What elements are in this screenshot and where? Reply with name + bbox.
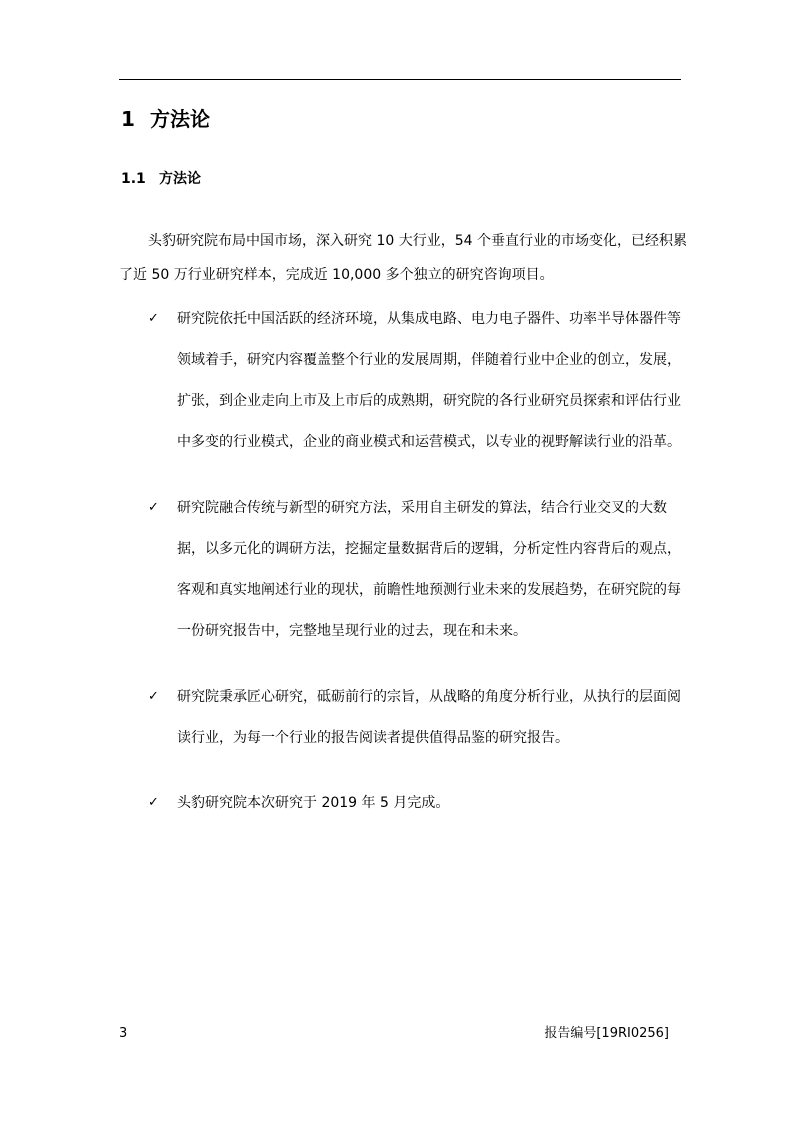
bullet-text: 研究院依托中国活跃的经济环境，从集成电路、电力电子器件、功率半导体器件等领域着手，研究内容覆盖整个行业的发展周期，伴随着行业中企业的创立，发展，扩张，到企业走向上市及上市后的成熟期，研究院的各行业研究员探索和评估行业中多变的行业模式，企业的商业模式和运营模式，以专业的视野解读行业的沿革。 bbox=[177, 311, 681, 450]
check-icon: ✓ bbox=[148, 500, 159, 515]
bullet-text: 头豹研究院本次研究于 2019 年 5 月完成。 bbox=[177, 795, 450, 811]
section-title: 方法论 bbox=[150, 107, 210, 131]
subsection-title: 方法论 bbox=[159, 171, 201, 187]
check-icon: ✓ bbox=[148, 311, 159, 326]
page-number: 3 bbox=[119, 1026, 128, 1041]
bullet-text: 研究院融合传统与新型的研究方法，采用自主研发的算法，结合行业交叉的大数据，以多元化的调研方法，挖掘定量数据背后的逻辑，分析定性内容背后的观点，客观和真实地阐述行业的现状，前瞻性地预测行业未来的发展趋势，在研究院的每一份研究报告中，完整地呈现行业的过去，现在和未来。 bbox=[177, 500, 681, 639]
intro-paragraph bbox=[119, 224, 687, 292]
intro-line-2: 了近 50 万行业研究样本，完成近 10,000 多个独立的研究咨询项目。 bbox=[119, 267, 554, 283]
header-rule bbox=[119, 79, 681, 80]
bullet-text: 研究院秉承匠心研究，砥砺前行的宗旨，从战略的角度分析行业，从执行的层面阅读行业，为每一个行业的报告阅读者提供值得品鉴的研究报告。 bbox=[177, 689, 681, 746]
bullet-item bbox=[148, 680, 688, 759]
bullet-item bbox=[148, 786, 688, 820]
bullet-item bbox=[148, 491, 688, 652]
bullet-item bbox=[148, 302, 688, 463]
report-id: 报告编号[19RI0256] bbox=[544, 1026, 669, 1041]
subsection-number: 1.1 bbox=[121, 171, 146, 187]
section-heading bbox=[121, 104, 210, 134]
subsection-heading bbox=[121, 168, 201, 190]
check-icon: ✓ bbox=[148, 795, 159, 810]
intro-line-1: 头豹研究院布局中国市场，深入研究 10 大行业，54 个垂直行业的市场变化，已经积累 bbox=[148, 233, 687, 249]
section-number: 1 bbox=[121, 107, 135, 131]
check-icon: ✓ bbox=[148, 689, 159, 704]
